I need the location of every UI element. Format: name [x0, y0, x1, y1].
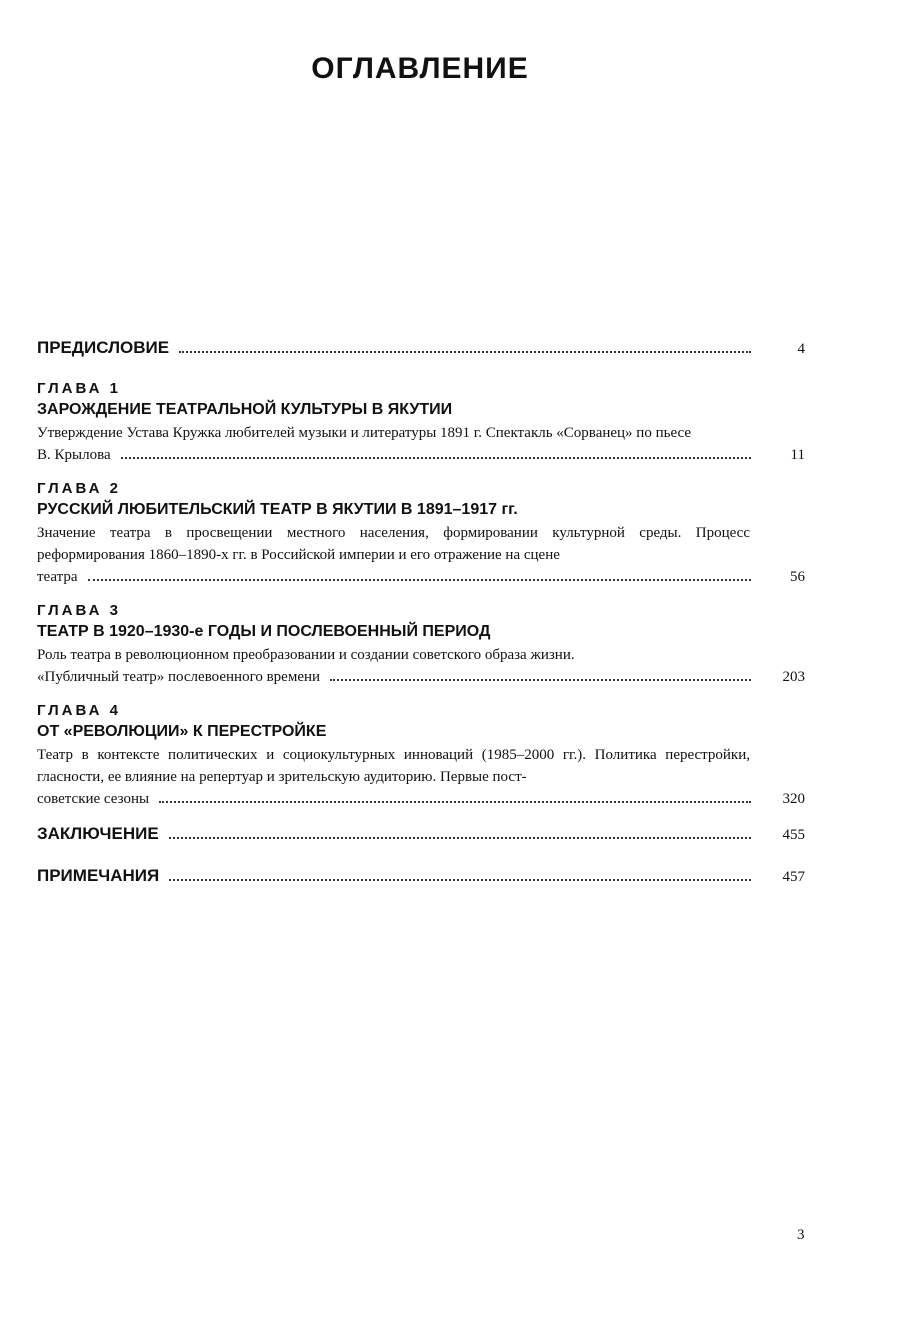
- chapter-description-tail: В. Крылова: [37, 447, 111, 463]
- toc-page-number: 203: [782, 669, 805, 685]
- dot-leader: [179, 350, 751, 353]
- toc-chapter-3[interactable]: [37, 602, 805, 688]
- chapter-label: ГЛАВА 1: [37, 380, 121, 397]
- toc-entry-notes[interactable]: [37, 866, 805, 886]
- page-folio: 3: [797, 1227, 805, 1243]
- toc-entry-label: ПРИМЕЧАНИЯ: [37, 866, 160, 885]
- dot-leader: [159, 800, 751, 803]
- chapter-description-last-line: [37, 566, 805, 588]
- table-of-contents: [37, 338, 805, 908]
- toc-entry-label: ЗАКЛЮЧЕНИЕ: [37, 824, 159, 843]
- chapter-label: ГЛАВА 2: [37, 480, 121, 497]
- dot-leader: [169, 878, 751, 881]
- toc-entry-conclusion[interactable]: [37, 824, 805, 844]
- chapter-description-last-line: [37, 444, 805, 466]
- toc-entry-label: ПРЕДИСЛОВИЕ: [37, 338, 170, 357]
- toc-page-number: 11: [790, 447, 805, 463]
- dot-leader: [121, 456, 751, 459]
- toc-page-number: 457: [782, 869, 805, 885]
- dot-leader: [88, 578, 751, 581]
- chapter-title: ЗАРОЖДЕНИЕ ТЕАТРАЛЬНОЙ КУЛЬТУРЫ В ЯКУТИИ: [37, 401, 453, 418]
- chapter-label: ГЛАВА 4: [37, 702, 121, 719]
- chapter-label: ГЛАВА 3: [37, 602, 121, 619]
- chapter-description: Утверждение Устава Кружка любителей музыки и литературы 1891 г. Спектакль «Сорванец» по пьесе: [37, 425, 691, 441]
- toc-page-number: 56: [790, 569, 805, 585]
- toc-chapter-1[interactable]: [37, 380, 805, 466]
- chapter-description-last-line: [37, 666, 805, 688]
- toc-page-number: 320: [782, 791, 805, 807]
- page-title: ОГЛАВЛЕНИЕ: [311, 52, 529, 85]
- chapter-description-tail: театра: [37, 569, 78, 585]
- chapter-description-tail: советские сезоны: [37, 791, 150, 807]
- toc-page-number: 4: [797, 341, 805, 357]
- chapter-description-last-line: [37, 788, 805, 810]
- dot-leader: [330, 678, 751, 681]
- chapter-description: Театр в контексте политических и социокультурных инноваций (1985–2000 гг.). Политика перестройки, гласности, ее влияние на репертуар и зрительскую аудиторию. Первые пост-: [37, 747, 750, 785]
- toc-chapter-2[interactable]: [37, 480, 805, 588]
- chapter-title: РУССКИЙ ЛЮБИТЕЛЬСКИЙ ТЕАТР В ЯКУТИИ В 1891–1917 гг.: [37, 501, 518, 518]
- chapter-title: ТЕАТР В 1920–1930-е ГОДЫ И ПОСЛЕВОЕННЫЙ ПЕРИОД: [37, 623, 491, 640]
- chapter-description: Значение театра в просвещении местного населения, формировании культурной среды. Процесс реформирования 1860–1890-х гг. в Российской империи и его отражение на сцене: [37, 525, 750, 563]
- toc-chapter-4[interactable]: [37, 702, 805, 810]
- dot-leader: [169, 836, 751, 839]
- toc-entry-preface[interactable]: [37, 338, 805, 358]
- chapter-description: Роль театра в революционном преобразовании и создании советского образа жизни.: [37, 647, 575, 663]
- chapter-description-tail: «Публичный театр» послевоенного времени: [37, 669, 321, 685]
- chapter-title: ОТ «РЕВОЛЮЦИИ» К ПЕРЕСТРОЙКЕ: [37, 723, 327, 740]
- toc-page-number: 455: [782, 827, 805, 843]
